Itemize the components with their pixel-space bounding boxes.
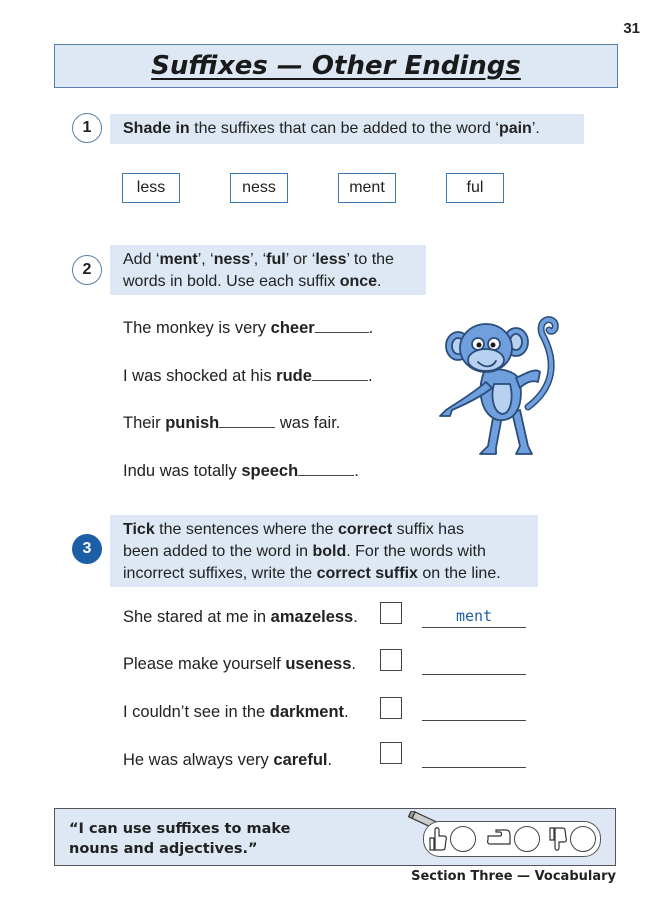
t: been added to the word in — [123, 543, 313, 560]
rating-circle-3[interactable] — [570, 826, 596, 852]
suffix-less: less — [315, 251, 347, 268]
bold-word: bold — [312, 543, 347, 560]
question-1-instruction — [110, 114, 584, 144]
pre: Indu was totally — [123, 462, 242, 480]
suffix-box-ful[interactable]: ful — [446, 173, 504, 203]
tick-word: Tick — [123, 521, 155, 538]
self-assessment-quote — [69, 819, 290, 859]
quote-line-2: nouns and adjectives.” — [69, 841, 258, 857]
instr-bold: Shade in — [123, 120, 190, 137]
t: the sentences where the — [154, 521, 338, 538]
rating-circle-1[interactable] — [450, 826, 476, 852]
answer-blank[interactable] — [312, 366, 368, 381]
answer-line[interactable] — [422, 654, 526, 675]
question-1-number: 1 — [72, 113, 102, 143]
tick-box[interactable] — [380, 649, 402, 671]
t: . For the words with — [346, 543, 486, 560]
answer-line[interactable] — [422, 700, 526, 721]
t: . — [377, 273, 382, 290]
post: was fair. — [275, 414, 341, 432]
pre: He was always very — [123, 751, 274, 769]
title-banner — [54, 44, 618, 88]
question-2-instruction — [110, 245, 426, 295]
section-label: Section Three — Vocabulary — [411, 869, 616, 884]
rating-circle-2[interactable] — [514, 826, 540, 852]
rating-pill — [423, 821, 601, 857]
pre: Their — [123, 414, 166, 432]
suffix-box-ness[interactable]: ness — [230, 173, 288, 203]
q2-sentence — [123, 318, 373, 338]
post: . — [351, 655, 356, 673]
bold-word: punish — [165, 414, 220, 432]
suffix-box-less[interactable]: less — [122, 173, 180, 203]
q3-sentence — [123, 751, 332, 770]
suffix-box-ment[interactable]: ment — [338, 173, 396, 203]
q3-sentence — [123, 703, 349, 722]
thumbs-down-icon — [548, 826, 568, 852]
monkey-illustration — [436, 312, 576, 472]
answer-line[interactable] — [422, 747, 526, 768]
once: once — [339, 273, 378, 290]
correct-suffix-word: correct suffix — [316, 565, 418, 582]
bold-word: careful — [273, 751, 328, 769]
post: . — [327, 751, 333, 769]
bold-word: speech — [241, 462, 299, 480]
instr-end: ’. — [531, 120, 540, 137]
suffix-ful: ful — [266, 251, 286, 268]
bold-word: rude — [276, 367, 312, 385]
answer-blank[interactable] — [219, 413, 275, 428]
instr-word: pain — [498, 120, 532, 137]
t: ’, ‘ — [197, 251, 214, 268]
question-2-number: 2 — [72, 255, 102, 285]
t: incorrect suffixes, write the — [123, 565, 317, 582]
post: . — [354, 462, 359, 480]
tick-box[interactable] — [380, 602, 402, 624]
q2-sentence — [123, 366, 373, 386]
bold-word: useness — [285, 655, 352, 673]
q2-sentence — [123, 461, 359, 481]
pre: Please make yourself — [123, 655, 286, 673]
bold-word: amazeless — [270, 608, 354, 626]
suffix-ment: ment — [159, 251, 198, 268]
suffix-ness: ness — [213, 251, 251, 268]
answer-line[interactable]: ment — [422, 607, 526, 628]
post: . — [353, 608, 358, 626]
tick-box[interactable] — [380, 742, 402, 764]
q2-sentence — [123, 413, 340, 433]
bold-word: darkment — [269, 703, 345, 721]
page-title: Suffixes — Other Endings — [151, 51, 521, 81]
page-number: 31 — [623, 20, 640, 37]
t: ’, ‘ — [250, 251, 267, 268]
answer-blank[interactable] — [315, 318, 369, 333]
self-assessment-box — [54, 808, 616, 866]
t: suffix has — [392, 521, 464, 538]
post: . — [344, 703, 349, 721]
pre: I was shocked at his — [123, 367, 277, 385]
answer-blank[interactable] — [298, 461, 354, 476]
question-3-number: 3 — [72, 534, 102, 564]
instr-text: the suffixes that can be added to the word ‘ — [189, 120, 499, 137]
t: words in bold. Use each suffix — [123, 273, 340, 290]
pre: I couldn’t see in the — [123, 703, 270, 721]
post: . — [368, 319, 374, 337]
pre: The monkey is very — [123, 319, 271, 337]
correct-word: correct — [337, 521, 393, 538]
t: ’ or ‘ — [285, 251, 316, 268]
tick-box[interactable] — [380, 697, 402, 719]
pre: She stared at me in — [123, 608, 271, 626]
quote-line-1: “I can use suffixes to make — [69, 821, 291, 837]
t: Add ‘ — [123, 251, 160, 268]
bold-word: cheer — [270, 319, 315, 337]
thumbs-sideways-icon — [486, 828, 512, 850]
q3-sentence — [123, 655, 356, 674]
t: on the line. — [417, 565, 501, 582]
question-3-instruction — [110, 515, 538, 587]
post: . — [367, 367, 373, 385]
t: ’ to the — [346, 251, 394, 268]
thumbs-up-icon — [428, 826, 448, 852]
q3-sentence — [123, 608, 358, 627]
